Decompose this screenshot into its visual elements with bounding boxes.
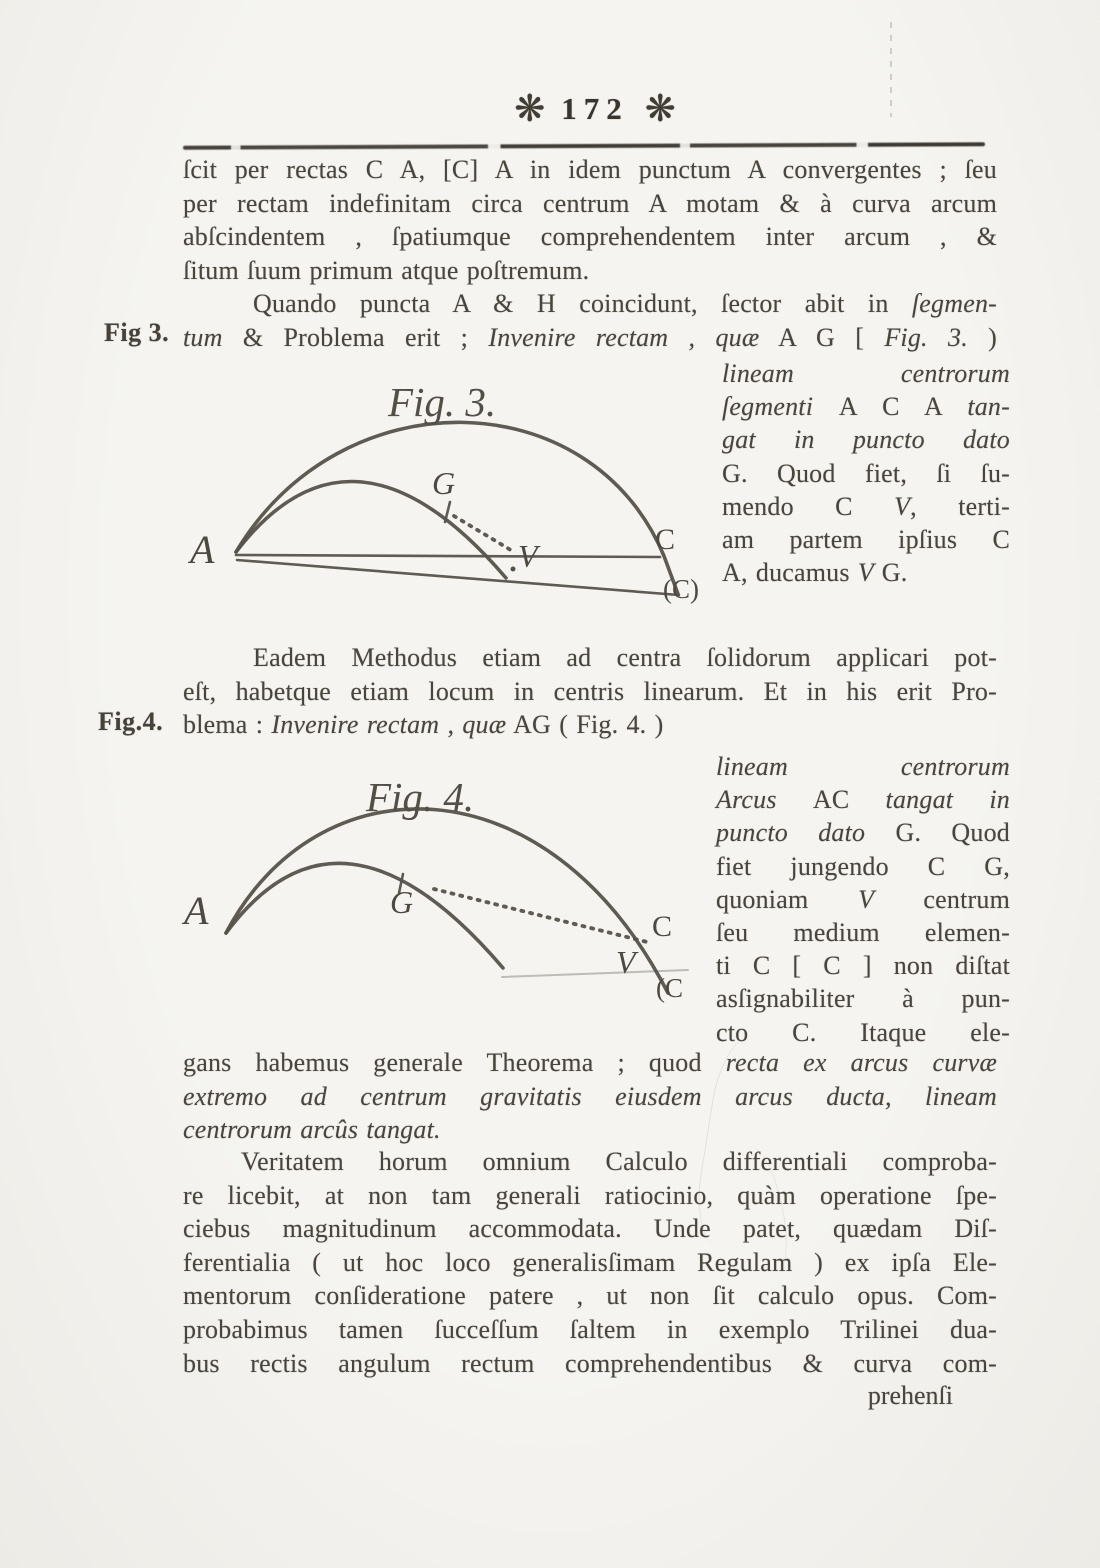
text-line: mendo C V, terti- [722,491,1010,521]
text-line: ſitum ſuum primum atque poſtremum. [183,255,590,285]
text-line: probabimus tamen ſucceſſum ſaltem in exemplo Trilinei dua- [183,1314,997,1344]
text-line: eſt, habetque etiam locum in centris linearum. Et in his erit Pro- [183,676,997,706]
fig3-chord-line [236,555,660,557]
text-line: puncto dato G. Quod [716,818,1011,848]
text-line: quoniam V centrum [716,884,1010,914]
fig4-dotted-gc-line [434,889,647,942]
text-line: bus rectis angulum rectum comprehendentibus & curva com- [183,1348,997,1378]
text-line: Arcus AC tangat in [716,785,1010,815]
text-line: centrorum arcûs tangat. [183,1115,441,1145]
text-line: tum & Problema erit ; Invenire rectam , quæ A G [ Fig. 3. ) [183,322,997,352]
text-line: extremo ad centrum gravitatis eiusdem arcus ducta, lineam [183,1081,997,1111]
text-line: G. Quod fiet, ſi ſu- [722,458,1010,488]
text-line: ſegmenti A C A tan- [722,392,1010,422]
text-line: asſignabiliter à pun- [716,984,1010,1014]
margin-note-fig3: Fig 3. [104,318,170,347]
fig4-label-a: A [184,888,209,933]
floral-ornament-icon: ❋ [514,87,546,130]
text-line: Eadem Methodus etiam ad centra ſolidorum applicari pot- [253,643,997,672]
text-line: cto C. Itaque ele- [716,1017,1010,1047]
header-rule [183,142,985,149]
text-line: lineam centrorum [722,359,1010,388]
text-line: fiet jungendo C G, [716,851,1010,881]
paragraph-5 [183,1145,997,1380]
page-header [455,87,735,130]
figure-3 [166,366,746,626]
text-line: ferentialia ( ut hoc loco generalisſimam Regulam ) ex ipſa Ele- [183,1247,997,1277]
text-line: gans habemus generale Theorema ; quod recta ex arcus curvæ [183,1048,997,1077]
text-line: A, ducamus V G. [722,558,908,588]
fig3-title: Fig. 3. [388,379,497,425]
text-line: Veritatem horum omnium Calculo differentiali comproba- [241,1147,997,1176]
text-line: ti C [ C ] non diſtat [716,951,1010,981]
figure-4 [166,756,746,1046]
text-line: lineam centrorum [716,752,1010,781]
text-line: re licebit, at non tam generali ratiocinio, quàm operatione ſpe- [183,1180,997,1210]
fig3-label-a: A [190,527,215,572]
paragraph-4 [183,1046,997,1147]
catchword: prehenſi [867,1381,953,1410]
floral-ornament-icon: ❋ [644,87,676,130]
paragraph-3 [183,641,997,742]
text-line: ſcit per rectas C A, [C] A in idem punctum A convergentes ; ſeu [183,155,997,184]
text-line: per rectam indefinitam circa centrum A motam & à curva arcum [183,188,997,218]
text-line: gat in puncto dato [722,425,1010,455]
fig3-lower-line [237,560,679,595]
text-line: am partem ipſius C [722,524,1010,554]
page-number: 172 [561,90,629,126]
paragraph-2 [183,287,997,354]
fig3-label-v: V [518,538,538,574]
fig4-label-g: G [390,884,414,920]
fig4-side-caption [716,752,1010,1051]
fig4-label-c: C [652,910,673,943]
paragraph-1 [183,153,997,287]
text-line: Quando puncta A & H coincidunt, ſector abit in ſegmen- [253,289,997,318]
text-line: blema : Invenire rectam , quæ AG ( Fig. 4. ) [183,710,664,740]
fig4-outer-arc [226,809,668,993]
fig4-label-c2: (C [656,973,683,1003]
text-line: ciebus magnitudinum accommodata. Unde patet, quædam Diſ- [183,1214,997,1244]
fig3-label-c: C [655,523,676,556]
scan-crease [890,22,892,117]
text-line: abſcindentem , ſpatiumque comprehendentem inter arcum , & [183,222,997,252]
fig3-label-c2: (C) [663,574,699,604]
fig4-label-v: V [616,944,636,980]
fig4-inner-arc [226,863,503,968]
fig3-outer-arc [236,422,678,594]
fig4-title: Fig. 4. [366,774,475,820]
fig3-label-g: G [432,465,456,501]
fig3-point-v-dot [511,567,516,572]
text-line: mentorum conſideratione patere , ut non ſit calculo opus. Com- [183,1281,997,1311]
text-line: ſeu medium elemen- [716,917,1010,947]
margin-note-fig4: Fig.4. [98,707,164,736]
fig3-side-caption [722,359,1010,591]
